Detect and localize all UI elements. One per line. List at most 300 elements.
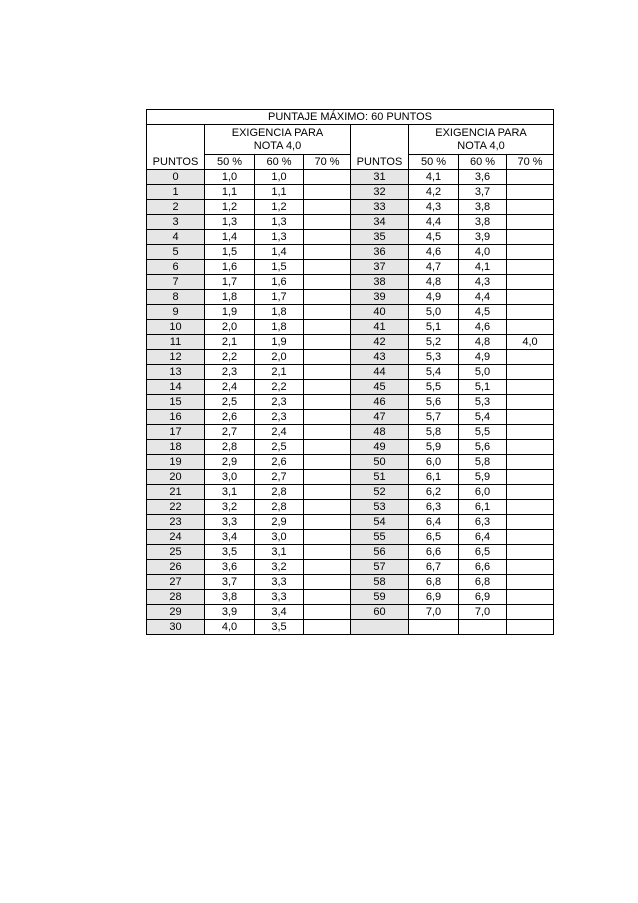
right-pct70-cell [507,215,554,230]
right-pct60-cell: 4,9 [459,350,507,365]
grade-conversion-table [146,109,554,635]
left-pct70-cell [304,530,351,545]
left-pct70-cell [304,440,351,455]
table-row [147,320,554,335]
left-pct70-cell [304,485,351,500]
right-pct70-cell [507,305,554,320]
left-pct70-cell [304,515,351,530]
left-puntos-cell: 12 [147,350,205,365]
table-body [147,110,554,635]
exigencia-header-left [205,125,351,155]
right-puntos-cell: 47 [351,410,409,425]
right-puntos-cell: 57 [351,560,409,575]
right-pct70-cell [507,380,554,395]
col-header-puntos-left: PUNTOS [147,155,205,170]
right-pct50-cell: 4,1 [409,170,459,185]
left-pct70-cell [304,350,351,365]
right-pct60-cell: 3,7 [459,185,507,200]
left-pct50-cell: 1,7 [205,275,255,290]
left-pct50-cell: 3,5 [205,545,255,560]
col-header-60-left: 60 % [255,155,304,170]
right-pct70-cell [507,575,554,590]
table-row [147,200,554,215]
left-pct60-cell: 2,3 [255,410,304,425]
right-pct60-cell: 6,6 [459,560,507,575]
right-pct60-cell: 5,4 [459,410,507,425]
left-puntos-cell: 15 [147,395,205,410]
right-pct70-cell [507,605,554,620]
left-puntos-cell: 5 [147,245,205,260]
right-pct50-cell: 5,3 [409,350,459,365]
right-puntos-cell: 50 [351,455,409,470]
right-pct50-cell: 5,2 [409,335,459,350]
left-pct60-cell: 3,4 [255,605,304,620]
right-puntos-cell: 48 [351,425,409,440]
left-puntos-cell: 13 [147,365,205,380]
right-pct70-cell [507,425,554,440]
right-pct60-cell: 6,0 [459,485,507,500]
right-puntos-cell: 43 [351,350,409,365]
left-pct70-cell [304,410,351,425]
left-pct50-cell: 3,8 [205,590,255,605]
right-pct60-cell: 3,8 [459,215,507,230]
right-pct60-cell: 5,6 [459,440,507,455]
table-row [147,575,554,590]
left-pct50-cell: 1,6 [205,260,255,275]
left-pct70-cell [304,560,351,575]
exigencia-header-right [409,125,554,155]
left-pct60-cell: 1,2 [255,200,304,215]
right-pct50-cell: 4,8 [409,275,459,290]
right-pct60-cell [459,620,507,635]
right-pct50-cell: 6,5 [409,530,459,545]
left-pct60-cell: 2,0 [255,350,304,365]
right-puntos-cell: 60 [351,605,409,620]
left-pct60-cell: 1,8 [255,320,304,335]
left-pct60-cell: 2,7 [255,470,304,485]
left-puntos-cell: 0 [147,170,205,185]
right-puntos-cell: 59 [351,590,409,605]
col-header-70-left: 70 % [304,155,351,170]
left-puntos-cell: 8 [147,290,205,305]
left-pct50-cell: 1,8 [205,290,255,305]
left-puntos-cell: 16 [147,410,205,425]
left-puntos-cell: 26 [147,560,205,575]
left-puntos-cell: 1 [147,185,205,200]
left-pct70-cell [304,260,351,275]
left-pct60-cell: 2,9 [255,515,304,530]
right-pct60-cell: 6,8 [459,575,507,590]
table-row [147,500,554,515]
left-pct50-cell: 2,6 [205,410,255,425]
table-row [147,305,554,320]
right-pct70-cell [507,410,554,425]
left-pct70-cell [304,215,351,230]
left-puntos-cell: 9 [147,305,205,320]
right-pct70-cell [507,320,554,335]
blank-cell-left [147,125,205,155]
right-puntos-cell [351,620,409,635]
table-row [147,620,554,635]
left-pct60-cell: 1,3 [255,215,304,230]
right-pct70-cell [507,590,554,605]
right-pct60-cell: 6,3 [459,515,507,530]
left-pct60-cell: 2,5 [255,440,304,455]
right-puntos-cell: 49 [351,440,409,455]
table-row [147,545,554,560]
right-pct60-cell: 5,5 [459,425,507,440]
right-pct50-cell: 5,7 [409,410,459,425]
right-pct70-cell [507,290,554,305]
left-pct70-cell [304,245,351,260]
right-pct60-cell: 4,4 [459,290,507,305]
column-header-row [147,155,554,170]
right-pct70-cell [507,545,554,560]
table-row [147,170,554,185]
right-pct50-cell: 7,0 [409,605,459,620]
right-puntos-cell: 46 [351,395,409,410]
right-puntos-cell: 58 [351,575,409,590]
left-pct60-cell: 3,3 [255,590,304,605]
left-puntos-cell: 3 [147,215,205,230]
left-pct50-cell: 1,9 [205,305,255,320]
right-puntos-cell: 42 [351,335,409,350]
table-row [147,350,554,365]
right-pct50-cell: 4,6 [409,245,459,260]
nota-label-left: NOTA 4,0 [253,139,302,152]
left-pct70-cell [304,185,351,200]
table-title: PUNTAJE MÁXIMO: 60 PUNTOS [147,110,554,125]
left-pct50-cell: 4,0 [205,620,255,635]
right-pct50-cell: 4,3 [409,200,459,215]
left-pct50-cell: 1,4 [205,230,255,245]
right-pct60-cell: 6,4 [459,530,507,545]
left-pct60-cell: 1,7 [255,290,304,305]
right-pct60-cell: 4,0 [459,245,507,260]
table-row [147,215,554,230]
col-header-50-left: 50 % [205,155,255,170]
right-pct70-cell [507,485,554,500]
right-pct60-cell: 6,1 [459,500,507,515]
left-puntos-cell: 11 [147,335,205,350]
left-pct50-cell: 3,1 [205,485,255,500]
left-pct50-cell: 1,5 [205,245,255,260]
table-row [147,425,554,440]
right-pct50-cell [409,620,459,635]
left-pct70-cell [304,200,351,215]
right-puntos-cell: 51 [351,470,409,485]
left-pct50-cell: 3,9 [205,605,255,620]
right-pct60-cell: 4,8 [459,335,507,350]
exigencia-row [147,125,554,155]
right-pct50-cell: 5,5 [409,380,459,395]
left-pct50-cell: 2,8 [205,440,255,455]
right-pct50-cell: 4,7 [409,260,459,275]
table-row [147,590,554,605]
left-puntos-cell: 18 [147,440,205,455]
left-pct60-cell: 1,3 [255,230,304,245]
left-puntos-cell: 28 [147,590,205,605]
right-puntos-cell: 53 [351,500,409,515]
left-pct70-cell [304,395,351,410]
right-pct70-cell [507,515,554,530]
right-pct60-cell: 6,5 [459,545,507,560]
left-pct50-cell: 2,9 [205,455,255,470]
right-pct70-cell [507,245,554,260]
col-header-puntos-right: PUNTOS [351,155,409,170]
right-pct50-cell: 6,9 [409,590,459,605]
left-pct50-cell: 2,3 [205,365,255,380]
left-pct70-cell [304,335,351,350]
left-pct50-cell: 3,7 [205,575,255,590]
right-puntos-cell: 35 [351,230,409,245]
left-pct50-cell: 3,3 [205,515,255,530]
right-puntos-cell: 38 [351,275,409,290]
left-pct60-cell: 2,8 [255,500,304,515]
left-puntos-cell: 14 [147,380,205,395]
right-puntos-cell: 41 [351,320,409,335]
right-puntos-cell: 54 [351,515,409,530]
exigencia-label-right: EXIGENCIA PARA [435,126,527,139]
table-row [147,185,554,200]
table-row [147,455,554,470]
left-puntos-cell: 24 [147,530,205,545]
left-pct70-cell [304,620,351,635]
left-puntos-cell: 22 [147,500,205,515]
right-pct50-cell: 5,1 [409,320,459,335]
right-pct70-cell [507,365,554,380]
left-pct50-cell: 2,0 [205,320,255,335]
left-pct60-cell: 3,0 [255,530,304,545]
col-header-50-right: 50 % [409,155,459,170]
right-pct50-cell: 5,4 [409,365,459,380]
left-pct70-cell [304,605,351,620]
table-row [147,335,554,350]
table-row [147,530,554,545]
table-row [147,485,554,500]
right-pct60-cell: 3,9 [459,230,507,245]
right-pct50-cell: 6,0 [409,455,459,470]
right-pct60-cell: 7,0 [459,605,507,620]
left-pct60-cell: 1,9 [255,335,304,350]
right-pct50-cell: 4,5 [409,230,459,245]
right-pct70-cell [507,455,554,470]
left-pct50-cell: 3,0 [205,470,255,485]
left-pct60-cell: 3,5 [255,620,304,635]
right-pct70-cell [507,620,554,635]
table-row [147,395,554,410]
table-row [147,560,554,575]
left-puntos-cell: 10 [147,320,205,335]
left-pct60-cell: 1,0 [255,170,304,185]
table-row [147,365,554,380]
left-pct70-cell [304,305,351,320]
right-pct50-cell: 5,8 [409,425,459,440]
right-pct60-cell: 5,1 [459,380,507,395]
right-pct60-cell: 5,9 [459,470,507,485]
left-pct60-cell: 3,2 [255,560,304,575]
nota-label-right: NOTA 4,0 [457,139,505,152]
left-pct70-cell [304,575,351,590]
left-pct50-cell: 1,3 [205,215,255,230]
right-pct60-cell: 4,5 [459,305,507,320]
left-pct60-cell: 1,8 [255,305,304,320]
left-puntos-cell: 7 [147,275,205,290]
right-pct70-cell [507,275,554,290]
left-pct50-cell: 2,1 [205,335,255,350]
right-puntos-cell: 33 [351,200,409,215]
right-pct70-cell [507,350,554,365]
right-pct70-cell [507,260,554,275]
right-puntos-cell: 36 [351,245,409,260]
right-pct50-cell: 5,6 [409,395,459,410]
right-pct70-cell [507,200,554,215]
left-puntos-cell: 29 [147,605,205,620]
right-pct50-cell: 4,9 [409,290,459,305]
left-pct60-cell: 2,6 [255,455,304,470]
left-pct60-cell: 2,3 [255,395,304,410]
left-puntos-cell: 25 [147,545,205,560]
blank-cell-right [351,125,409,155]
right-pct50-cell: 5,9 [409,440,459,455]
left-puntos-cell: 19 [147,455,205,470]
left-pct60-cell: 1,6 [255,275,304,290]
left-puntos-cell: 20 [147,470,205,485]
right-pct50-cell: 4,4 [409,215,459,230]
right-puntos-cell: 32 [351,185,409,200]
left-puntos-cell: 21 [147,485,205,500]
left-pct70-cell [304,320,351,335]
left-puntos-cell: 27 [147,575,205,590]
left-pct50-cell: 1,0 [205,170,255,185]
right-pct70-cell [507,170,554,185]
left-puntos-cell: 6 [147,260,205,275]
left-pct50-cell: 2,5 [205,395,255,410]
left-puntos-cell: 2 [147,200,205,215]
left-pct60-cell: 3,1 [255,545,304,560]
left-pct70-cell [304,230,351,245]
right-pct70-cell [507,185,554,200]
right-puntos-cell: 40 [351,305,409,320]
right-pct60-cell: 3,8 [459,200,507,215]
right-pct60-cell: 5,8 [459,455,507,470]
left-pct70-cell [304,470,351,485]
table-row [147,275,554,290]
left-pct70-cell [304,275,351,290]
table-row [147,290,554,305]
left-pct60-cell: 2,1 [255,365,304,380]
right-puntos-cell: 34 [351,215,409,230]
left-pct60-cell: 3,3 [255,575,304,590]
right-pct50-cell: 4,2 [409,185,459,200]
left-pct70-cell [304,425,351,440]
table-row [147,380,554,395]
right-puntos-cell: 55 [351,530,409,545]
left-pct50-cell: 3,2 [205,500,255,515]
right-pct70-cell [507,395,554,410]
right-puntos-cell: 56 [351,545,409,560]
right-pct50-cell: 6,8 [409,575,459,590]
right-pct50-cell: 6,4 [409,515,459,530]
right-pct70-cell [507,560,554,575]
right-puntos-cell: 39 [351,290,409,305]
right-pct60-cell: 4,1 [459,260,507,275]
table-row [147,515,554,530]
left-pct70-cell [304,380,351,395]
right-puntos-cell: 52 [351,485,409,500]
right-pct50-cell: 6,2 [409,485,459,500]
left-pct50-cell: 1,1 [205,185,255,200]
left-pct60-cell: 1,5 [255,260,304,275]
left-pct60-cell: 1,4 [255,245,304,260]
right-pct50-cell: 6,1 [409,470,459,485]
left-pct50-cell: 1,2 [205,200,255,215]
table-row [147,410,554,425]
left-pct70-cell [304,500,351,515]
right-pct70-cell [507,230,554,245]
table-row [147,230,554,245]
right-puntos-cell: 44 [351,365,409,380]
col-header-60-right: 60 % [459,155,507,170]
exigencia-label-left: EXIGENCIA PARA [231,126,324,139]
right-pct50-cell: 6,7 [409,560,459,575]
left-pct50-cell: 2,2 [205,350,255,365]
right-pct70-cell [507,470,554,485]
left-puntos-cell: 17 [147,425,205,440]
table-row [147,605,554,620]
left-pct60-cell: 2,2 [255,380,304,395]
left-pct70-cell [304,290,351,305]
right-puntos-cell: 37 [351,260,409,275]
col-header-70-right: 70 % [507,155,554,170]
left-pct60-cell: 2,4 [255,425,304,440]
right-pct50-cell: 6,3 [409,500,459,515]
table-row [147,245,554,260]
left-pct70-cell [304,365,351,380]
title-row [147,110,554,125]
left-puntos-cell: 4 [147,230,205,245]
left-pct60-cell: 1,1 [255,185,304,200]
table-row [147,470,554,485]
left-pct50-cell: 2,7 [205,425,255,440]
left-pct70-cell [304,170,351,185]
right-puntos-cell: 31 [351,170,409,185]
right-pct60-cell: 5,3 [459,395,507,410]
right-pct50-cell: 6,6 [409,545,459,560]
right-pct70-cell [507,500,554,515]
right-pct70-cell [507,440,554,455]
left-puntos-cell: 23 [147,515,205,530]
left-pct50-cell: 3,6 [205,560,255,575]
right-pct70-cell: 4,0 [507,335,554,350]
right-puntos-cell: 45 [351,380,409,395]
left-pct60-cell: 2,8 [255,485,304,500]
right-pct60-cell: 3,6 [459,170,507,185]
right-pct60-cell: 4,3 [459,275,507,290]
left-pct50-cell: 3,4 [205,530,255,545]
table-row [147,260,554,275]
right-pct60-cell: 4,6 [459,320,507,335]
left-pct70-cell [304,545,351,560]
table-row [147,440,554,455]
right-pct70-cell [507,530,554,545]
right-pct60-cell: 5,0 [459,365,507,380]
left-pct70-cell [304,455,351,470]
right-pct60-cell: 6,9 [459,590,507,605]
right-pct50-cell: 5,0 [409,305,459,320]
left-pct70-cell [304,590,351,605]
left-puntos-cell: 30 [147,620,205,635]
